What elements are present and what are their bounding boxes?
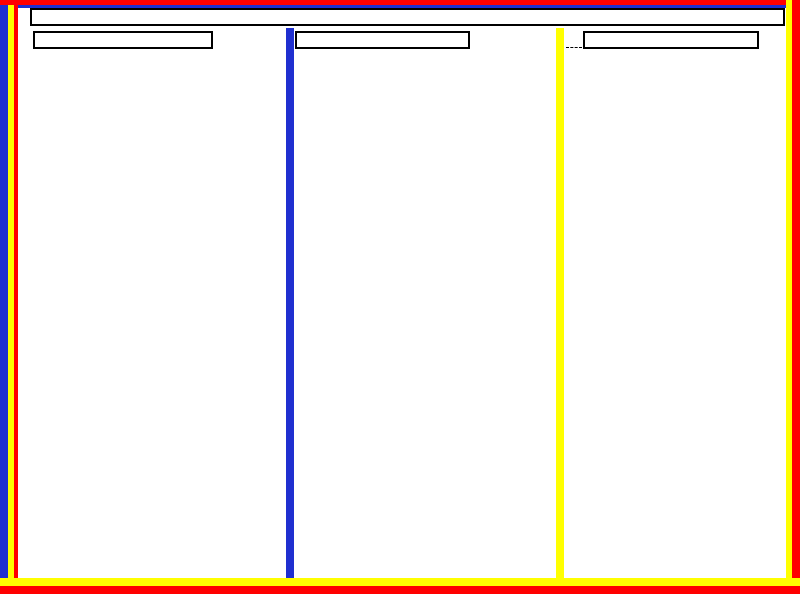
left-blue-bar <box>0 0 8 594</box>
section-finali <box>295 31 470 49</box>
right-red-bar <box>792 0 800 594</box>
dashed-mark <box>566 47 582 48</box>
yellow-separator <box>556 28 564 578</box>
bottom-red-bar <box>0 586 800 594</box>
bottom-yellow-bar <box>0 578 800 586</box>
section-classifica <box>583 31 759 49</box>
page-title <box>30 8 785 26</box>
left-red-bar <box>14 0 18 594</box>
blue-separator <box>286 28 294 578</box>
section-semifinale <box>33 31 213 49</box>
